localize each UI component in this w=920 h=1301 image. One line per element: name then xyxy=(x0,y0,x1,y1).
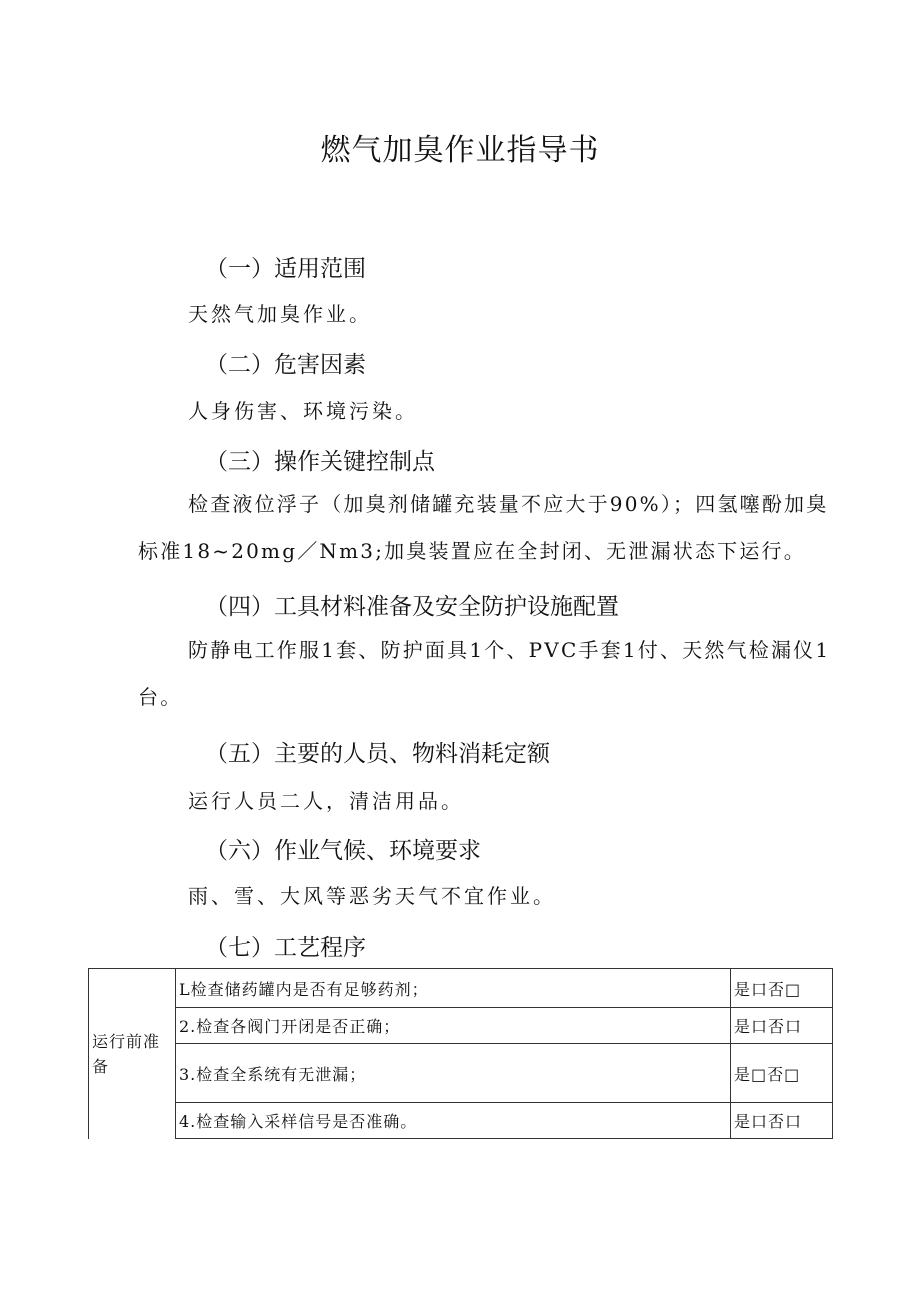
section-1-body: 天然气加臭作业。 xyxy=(188,302,372,326)
check-item: L检查储药罐内是否有足够药剂； xyxy=(176,969,731,1008)
document-title: 燃气加臭作业指导书 xyxy=(320,133,600,168)
section-5-heading: （五）主要的人员、物料消耗定额 xyxy=(205,741,550,767)
table-row xyxy=(89,1103,833,1139)
section-4-heading: （四）工具材料准备及安全防护设施配置 xyxy=(205,594,619,620)
yes-no-checkbox[interactable]: 是□否□ xyxy=(731,1044,833,1103)
section-6-heading: （六）作业气候、环境要求 xyxy=(205,838,481,864)
section-5-body: 运行人员二人，清洁用品。 xyxy=(188,789,464,813)
yes-no-checkbox[interactable]: 是口否口 xyxy=(731,1103,833,1139)
section-6-body: 雨、雪、大风等恶劣天气不宜作业。 xyxy=(188,884,556,908)
section-2-body: 人身伤害、环境污染。 xyxy=(188,399,418,423)
yes-no-checkbox[interactable]: 是口否□ xyxy=(731,969,833,1008)
section-1-heading: （一）适用范围 xyxy=(205,256,366,282)
section-4-body: 防静电工作服1套、防护面具1个、PVC手套1付、天然气检漏仪1台。 xyxy=(138,638,831,709)
table-row xyxy=(89,969,833,1008)
check-item: 2.检查各阀门开闭是否正确； xyxy=(176,1008,731,1044)
section-3-body: 检查液位浮子（加臭剂储罐充装量不应大于90%）；四氢噻酚加臭标准18~20mg／Nm3;加臭装置应在全封闭、无泄漏状态下运行。 xyxy=(138,492,829,563)
stage-cell: 运行前准备 xyxy=(89,969,176,1139)
table-row xyxy=(89,1008,833,1044)
section-7-heading: （七）工艺程序 xyxy=(205,935,366,961)
section-3-heading: （三）操作关键控制点 xyxy=(205,449,435,475)
process-table xyxy=(88,968,833,1139)
section-2-heading: （二）危害因素 xyxy=(205,352,366,378)
check-item: 3.检查全系统有无泄漏； xyxy=(176,1044,731,1103)
yes-no-checkbox[interactable]: 是口否口 xyxy=(731,1008,833,1044)
check-item: 4.检查输入采样信号是否准确。 xyxy=(176,1103,731,1139)
table-row xyxy=(89,1044,833,1103)
